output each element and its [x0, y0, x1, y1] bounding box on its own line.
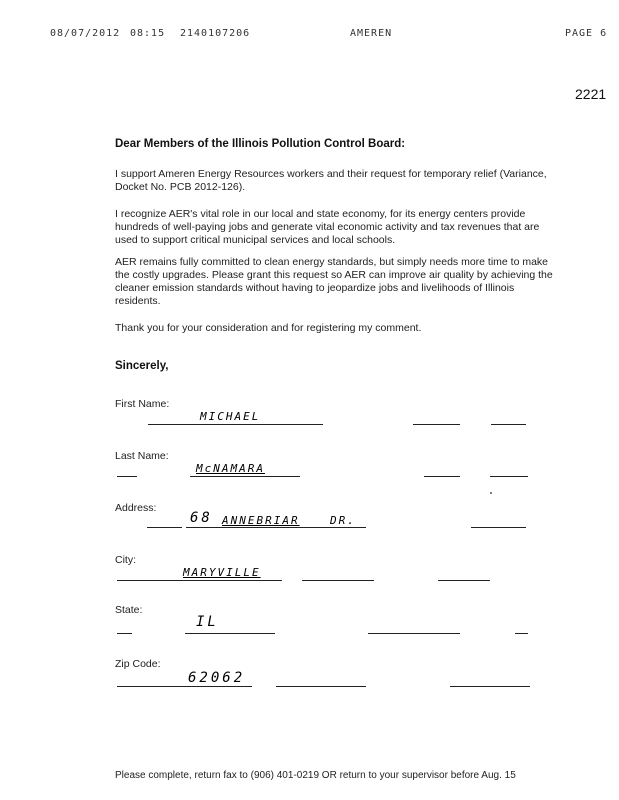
address-number: 68 [190, 510, 213, 526]
state-line-c [368, 633, 460, 634]
first-name-line[interactable] [148, 424, 323, 425]
state-value: IL [196, 614, 219, 630]
paragraph-3: AER remains fully committed to clean energy standards, but simply needs more time to make the costly upgrades. Please grant this request so AER can improve air quality by achieving the cleaner emission standards without having to jeopardize jobs and livelihoods of Illinois residents. [115, 256, 553, 307]
last-name-value: McNAMARA [196, 462, 265, 475]
fax-page-label: PAGE 6 [565, 28, 608, 39]
last-name-line-a [117, 476, 137, 477]
paragraph-2: I recognize AER's vital role in our local and state economy, for its energy centers provide hundreds of well-paying jobs and generate vital economic activity and tax revenues that are used to support critical municipal services and local schools. [115, 208, 540, 246]
last-name-line[interactable] [190, 476, 300, 477]
first-name-value: MICHAEL [200, 410, 261, 423]
address-street: ANNEBRIAR [222, 514, 300, 527]
paragraph-1: I support Ameren Energy Resources workers and their request for temporary relief (Variance, Docket No. PCB 2012-126). [115, 168, 547, 193]
zip-label: Zip Code: [115, 658, 161, 670]
scan-speck [490, 492, 492, 494]
city-line-b [302, 580, 374, 581]
city-value: MARYVILLE [183, 566, 261, 579]
zip-value: 62062 [188, 670, 246, 686]
zip-line-c [450, 686, 530, 687]
first-name-line-c [491, 424, 526, 425]
address-line-c [471, 527, 526, 528]
city-label: City: [115, 554, 136, 566]
last-name-line-c [424, 476, 460, 477]
city-line[interactable] [117, 580, 282, 581]
state-line-a [117, 633, 132, 634]
page-number: 2221 [575, 86, 607, 102]
state-label: State: [115, 604, 143, 616]
address-line-a [147, 527, 182, 528]
closing: Sincerely, [115, 360, 169, 372]
zip-line[interactable] [117, 686, 252, 687]
last-name-line-d [490, 476, 528, 477]
paragraph-4: Thank you for your consideration and for registering my comment. [115, 322, 422, 334]
footer-instructions: Please complete, return fax to (906) 401-0219 OR return to your supervisor before Aug. 15 [115, 770, 516, 781]
address-label: Address: [115, 502, 157, 514]
address-line[interactable] [186, 527, 366, 528]
first-name-label: First Name: [115, 398, 170, 410]
zip-line-b [276, 686, 366, 687]
state-line-d [515, 633, 528, 634]
first-name-line-b [413, 424, 460, 425]
fax-number: 2140107206 [180, 28, 251, 39]
last-name-label: Last Name: [115, 450, 169, 462]
state-line[interactable] [185, 633, 275, 634]
city-line-c [438, 580, 490, 581]
fax-time: 08:15 [130, 28, 166, 39]
fax-date: 08/07/2012 [50, 28, 121, 39]
salutation: Dear Members of the Illinois Pollution Control Board: [115, 138, 406, 150]
fax-sender: AMEREN [350, 28, 393, 39]
address-suffix: DR. [330, 514, 356, 527]
